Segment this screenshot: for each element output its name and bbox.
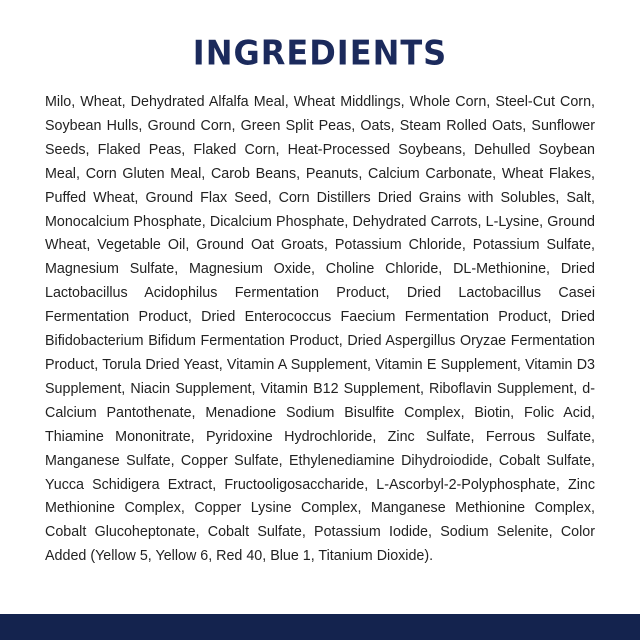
footer-band: [0, 614, 640, 640]
page-title: INGREDIENTS: [192, 33, 448, 73]
ingredients-list: Milo, Wheat, Dehydrated Alfalfa Meal, Wheat Middlings, Whole Corn, Steel-Cut Corn, Soybean Hulls, Ground Corn, Green Split Peas, Oats, Steam Rolled Oats, Sunflower Seeds, Flaked Peas, Flaked Corn, Heat-Processed Soybeans, Dehulled Soybean Meal, Corn Gluten Meal, Carob Beans, Peanuts, Calcium Carbonate, Wheat Flakes, Puffed Wheat, Ground Flax Seed, Corn Distillers Dried Grains with Solubles, Salt, Monocalcium Phosphate, Dicalcium Phosphate, Dehydrated Carrots, L-Lysine, Ground Wheat, Vegetable Oil, Ground Oat Groats, Potassium Chloride, Potassium Sulfate, Magnesium Sulfate, Magnesium Oxide, Choline Chloride, DL-Methionine, Dried Lactobacillus Acidophilus Fermentation Product, Dried Lactobacillus Casei Fermentation Product, Dried Enterococcus Faecium Fermentation Product, Dried Bifidobacterium Bifidum Fermentation Product, Dried Aspergillus Oryzae Fermentation Product, Torula Dried Yeast, Vitamin A Supplement, Vitamin E Supplement, Vitamin D3 Supplement, Niacin Supplement, Vitamin B12 Supplement, Riboflavin Supplement, d-Calcium Pantothenate, Menadione Sodium Bisulfite Complex, Biotin, Folic Acid, Thiamine Mononitrate, Pyridoxine Hydrochloride, Zinc Sulfate, Ferrous Sulfate, Manganese Sulfate, Copper Sulfate, Ethylenediamine Dihydroiodide, Cobalt Sulfate, Yucca Schidigera Extract, Fructooligosaccharide, L-Ascorbyl-2-Polyphosphate, Zinc Methionine Complex, Copper Lysine Complex, Manganese Methionine Complex, Cobalt Glucoheptonate, Cobalt Sulfate, Potassium Iodide, Sodium Selenite, Color Added (Yellow 5, Yellow 6, Red 40, Blue 1, Titanium Dioxide).: [45, 94, 595, 565]
